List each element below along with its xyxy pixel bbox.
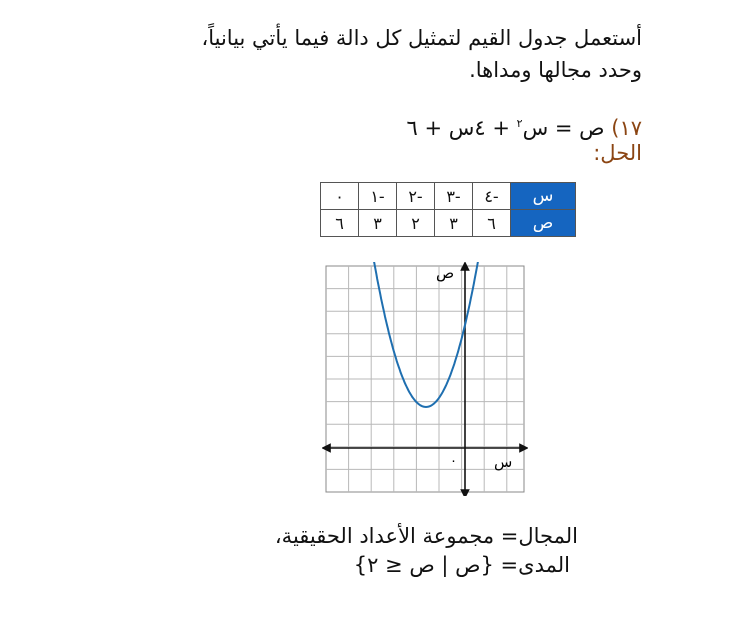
y-cell: ٣ xyxy=(359,210,397,237)
coordinate-graph xyxy=(322,262,528,496)
values-table xyxy=(320,182,576,237)
parabola-curve xyxy=(362,262,491,407)
range-text: المدى= {ص | ص ≤ ٢} xyxy=(353,553,570,577)
x-cell: -٤ xyxy=(473,183,511,210)
y-cell: ٦ xyxy=(473,210,511,237)
y-axis-label: ص xyxy=(436,264,455,282)
y-cell: ٦ xyxy=(321,210,359,237)
y-cell: ٣ xyxy=(435,210,473,237)
instruction-text xyxy=(122,22,642,86)
instruction-line-1: أستعمل جدول القيم لتمثيل كل دالة فيما يأتي بيانياً، xyxy=(201,26,642,50)
x-cell: -١ xyxy=(359,183,397,210)
problem-statement xyxy=(222,108,642,144)
answer-block xyxy=(275,522,578,580)
instruction-line-2: وحدد مجالها ومداها. xyxy=(469,58,642,82)
problem-number: ١٧) xyxy=(611,116,642,140)
x-row xyxy=(321,183,576,210)
origin-label: ٠ xyxy=(450,454,457,469)
equation-part-2: + ٤س + ٦ xyxy=(406,116,517,140)
domain-text: المجال= مجموعة الأعداد الحقيقية، xyxy=(274,524,578,548)
y-header: ص xyxy=(511,210,576,237)
x-axis-label: س xyxy=(494,453,513,471)
y-cell: ٢ xyxy=(397,210,435,237)
equation-exponent: ٢ xyxy=(516,117,523,130)
solution-label: الحل: xyxy=(593,141,642,165)
x-cell: ٠ xyxy=(321,183,359,210)
x-header: س xyxy=(511,183,576,210)
y-row xyxy=(321,210,576,237)
x-cell: -٢ xyxy=(397,183,435,210)
equation-part-1: ص = س xyxy=(522,116,605,140)
x-cell: -٣ xyxy=(435,183,473,210)
